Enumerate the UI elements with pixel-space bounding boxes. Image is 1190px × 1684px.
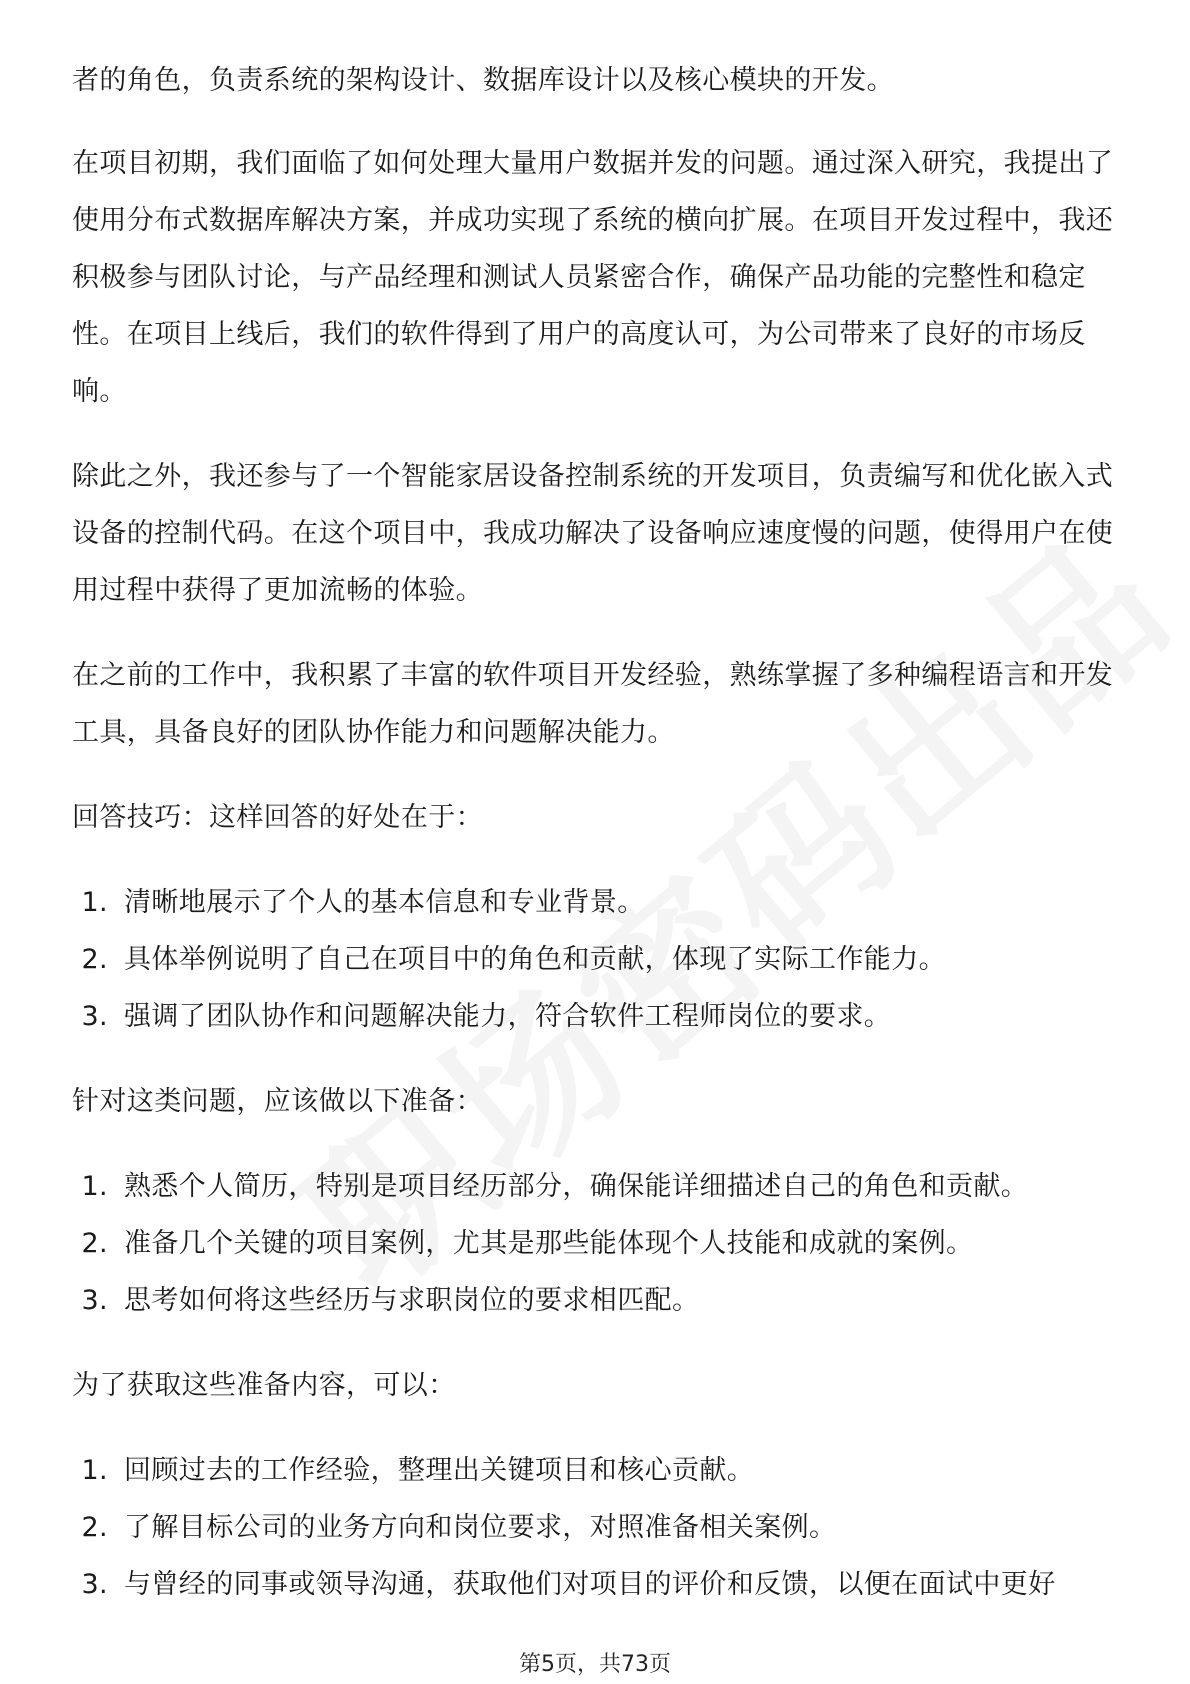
list-number: 3. xyxy=(81,1285,108,1316)
list-item xyxy=(72,1158,1122,1215)
list-text: 具体举例说明了自己在项目中的角色和贡献，体现了实际工作能力。 xyxy=(124,944,946,975)
list-number: 1. xyxy=(81,1171,108,1202)
list-number: 3. xyxy=(81,1001,108,1032)
prep-heading: 针对这类问题，应该做以下准备： xyxy=(72,1086,483,1117)
list-text: 与曾经的同事或领导沟通，获取他们对项目的评价和反馈，以便在面试中更好 xyxy=(124,1569,1056,1600)
tips-heading: 回答技巧：这样回答的好处在于： xyxy=(72,802,483,833)
list-number: 2. xyxy=(81,1228,108,1259)
list-item xyxy=(72,1442,1122,1499)
list-item xyxy=(72,1272,1122,1329)
page-footer: 第5页，共73页 xyxy=(519,1652,671,1677)
list-text: 了解目标公司的业务方向和岗位要求，对照准备相关案例。 xyxy=(124,1512,837,1543)
list-number: 3. xyxy=(81,1569,108,1600)
list-number: 2. xyxy=(81,944,108,975)
list-item xyxy=(72,1556,1122,1613)
obtain-list xyxy=(72,1442,1122,1613)
list-item xyxy=(72,988,1122,1045)
paragraph-intro: 者的角色，负责系统的架构设计、数据库设计以及核心模块的开发。 xyxy=(72,65,894,96)
list-item xyxy=(72,1499,1122,1556)
document-body xyxy=(72,52,1122,1641)
list-text: 思考如何将这些经历与求职岗位的要求相匹配。 xyxy=(124,1285,700,1316)
tips-list xyxy=(72,874,1122,1045)
list-number: 2. xyxy=(81,1512,108,1543)
list-number: 1. xyxy=(81,887,108,918)
list-text: 清晰地展示了个人的基本信息和专业背景。 xyxy=(124,887,645,918)
list-text: 准备几个关键的项目案例，尤其是那些能体现个人技能和成就的案例。 xyxy=(124,1228,974,1259)
prep-list xyxy=(72,1158,1122,1329)
paragraph-smart-home: 除此之外，我还参与了一个智能家居设备控制系统的开发项目，负责编写和优化嵌入式设备的控制代码。在这个项目中，我成功解决了设备响应速度慢的问题，使得用户在使用过程中获得了更加流畅的体验。 xyxy=(72,461,1114,606)
obtain-heading: 为了获取这些准备内容，可以： xyxy=(72,1370,456,1401)
list-number: 1. xyxy=(81,1455,108,1486)
list-item xyxy=(72,874,1122,931)
list-text: 强调了团队协作和问题解决能力，符合软件工程师岗位的要求。 xyxy=(124,1001,892,1032)
paragraph-experience: 在之前的工作中，我积累了丰富的软件项目开发经验，熟练掌握了多种编程语言和开发工具，具备良好的团队协作能力和问题解决能力。 xyxy=(72,660,1114,748)
list-item xyxy=(72,1215,1122,1272)
paragraph-project-early: 在项目初期，我们面临了如何处理大量用户数据并发的问题。通过深入研究，我提出了使用分布式数据库解决方案，并成功实现了系统的横向扩展。在项目开发过程中，我还积极参与团队讨论，与产品经理和测试人员紧密合作，确保产品功能的完整性和稳定性。在项目上线后，我们的软件得到了用户的高度认可，为公司带来了良好的市场反响。 xyxy=(72,148,1114,407)
list-text: 熟悉个人简历，特别是项目经历部分，确保能详细描述自己的角色和贡献。 xyxy=(124,1171,1029,1202)
list-item xyxy=(72,931,1122,988)
list-text: 回顾过去的工作经验，整理出关键项目和核心贡献。 xyxy=(124,1455,755,1486)
